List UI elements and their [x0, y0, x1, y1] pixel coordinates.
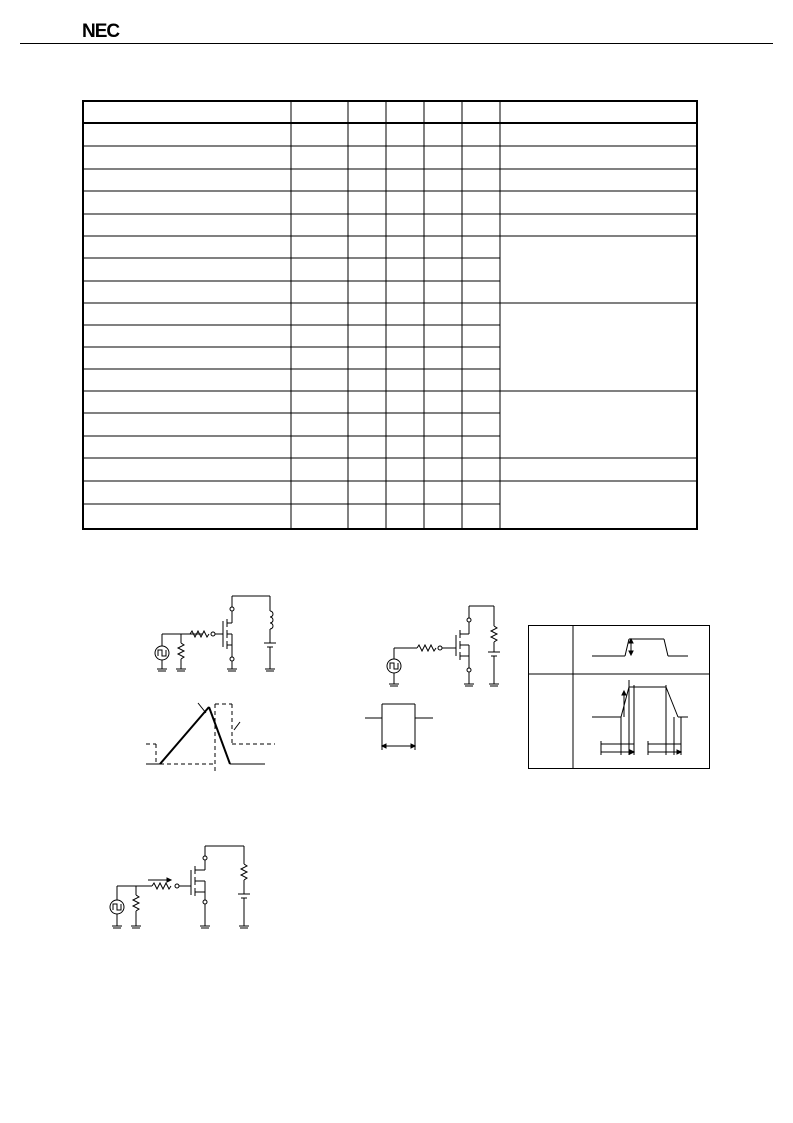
nec-logo: NEC: [82, 21, 120, 42]
test-circuit-2: [380, 600, 510, 695]
gate-pulse: [365, 700, 435, 752]
avalanche-waveform: [140, 700, 280, 780]
test-circuit-1: [140, 585, 300, 685]
spec-table: [82, 100, 698, 530]
switching-timing-chart: [528, 625, 710, 769]
header-rule: [20, 43, 773, 44]
test-circuit-3: [105, 840, 265, 940]
